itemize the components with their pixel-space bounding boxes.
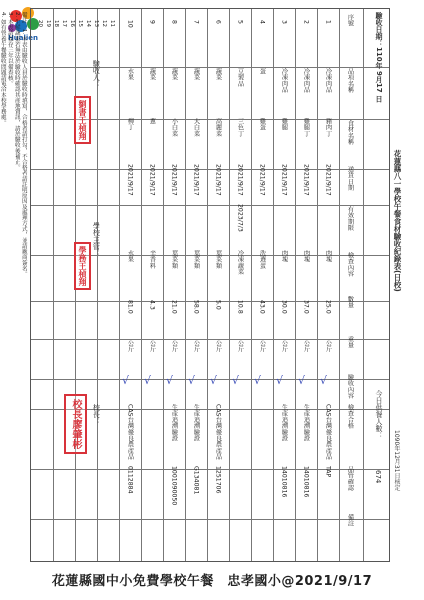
row-5-check-mark: √ xyxy=(232,374,240,387)
row-7-content: 葉菜類 xyxy=(192,250,200,269)
col-header-qc: 品管確認 xyxy=(346,466,354,491)
row-7-no: 7 xyxy=(192,20,200,24)
row-8-qty: 21.0 xyxy=(170,300,178,314)
col-header-check: 驗收內容 xyxy=(346,374,354,399)
photo-caption: 花蓮縣國中小免費學校午餐 忠孝國小@2021/9/17 xyxy=(51,574,373,589)
row-4-date: 2021/9/17 xyxy=(258,164,266,196)
row-8-no: 8 xyxy=(170,20,178,24)
row-2-content: 肉塊 xyxy=(302,250,310,263)
row-1-qty: 25.0 xyxy=(324,300,332,314)
row-8-cert: 生產追溯驗證 xyxy=(170,404,178,442)
row-6-check-mark: √ xyxy=(210,374,218,387)
row-10-cert: CAS台灣優良農產品 xyxy=(126,404,134,460)
row-2-date: 2021/9/17 xyxy=(302,164,310,196)
row-1-unit: 公斤 xyxy=(324,340,332,353)
supervisor-stamp: 學務王楨翔 xyxy=(74,242,91,290)
row-3-cert: 生產追溯驗證 xyxy=(280,404,288,442)
row-10-qty: 81.0 xyxy=(126,300,134,314)
row-1-code: TAP xyxy=(324,466,332,478)
supervisor-label: 學校主管： xyxy=(92,222,101,257)
row-1-content: 肉塊 xyxy=(324,250,332,263)
row-13-no: 13 xyxy=(92,20,99,27)
row-8-code: 1001090050 xyxy=(170,466,178,506)
today-count-label: 今日供餐人數： xyxy=(375,390,383,439)
row-8-content: 葉菜類 xyxy=(170,250,178,269)
row-10-no: 10 xyxy=(126,20,134,28)
row-2-unit: 公斤 xyxy=(302,340,310,353)
row-8-check-mark: √ xyxy=(166,374,174,387)
row-5-content: 冷凍蔬菜 xyxy=(236,250,244,275)
row-8-date: 2021/9/17 xyxy=(170,164,178,196)
row-6-no: 6 xyxy=(214,20,222,24)
row-2-code: 14010816 xyxy=(302,466,310,498)
col-header-qty: 數量 xyxy=(346,296,354,309)
row-9-content: 辛香料 xyxy=(148,250,156,269)
col-header-expire: 有效期限 xyxy=(346,206,354,231)
today-count: 674 xyxy=(374,470,382,484)
row-1-no: 1 xyxy=(324,20,332,24)
row-6-cert: CAS台灣優良農產品 xyxy=(214,404,222,460)
row-4-check-mark: √ xyxy=(254,374,262,387)
row-10-code: 0112884 xyxy=(126,466,134,494)
row-1-check-mark: √ xyxy=(320,374,328,387)
row-16-no: 16 xyxy=(68,20,75,27)
row-6-content: 葉菜類 xyxy=(214,250,222,269)
row-18-no: 18 xyxy=(52,20,59,27)
principal-stamp: 校長廖肇彬 xyxy=(64,394,87,454)
row-9-check-mark: √ xyxy=(144,374,152,387)
row-1-item: 冷凍肉品 xyxy=(324,68,332,93)
col-header-pass: 檢查合格 xyxy=(346,404,354,429)
row-4-item: 蛋 xyxy=(258,68,266,75)
row-4-name: 雞蛋 xyxy=(258,118,266,131)
row-5-name: 三色丁 xyxy=(236,118,244,137)
row-10-name: 柳丁 xyxy=(126,118,134,131)
row-7-code: G134081 xyxy=(192,466,200,495)
logo-text: Hualien xyxy=(7,34,39,42)
row-4-qty: 43.0 xyxy=(258,300,266,314)
row-3-qty: 30.0 xyxy=(280,300,288,314)
note-2: 2. 生鮮蔬果若無法於驗收時確認其產地資訊，請於驗收後補正。 xyxy=(13,12,20,171)
row-8-name: 小白菜 xyxy=(170,118,178,137)
row-10-content: 水果 xyxy=(126,250,134,263)
row-9-qty: 4.3 xyxy=(148,300,156,310)
row-5-unit: 公斤 xyxy=(236,340,244,353)
row-6-unit: 公斤 xyxy=(214,340,222,353)
row-3-date: 2021/9/17 xyxy=(280,164,288,196)
col-header-item: 品項名稱 xyxy=(346,68,354,93)
row-9-item: 蔬菜 xyxy=(148,68,156,81)
receive-date: 驗收日期：110年 9月17 日 xyxy=(375,12,383,103)
row-3-no: 3 xyxy=(280,20,288,24)
row-6-qty: 5.0 xyxy=(214,300,222,310)
row-7-item: 蔬菜 xyxy=(192,68,200,81)
col-header-content: 檢查內容 xyxy=(346,252,354,277)
note-1: 備註：1. 本表由驗收人員於驗收時填寫，合格者請打勾，不合格者請註明原因及處理方式，並請廠商簽名。 xyxy=(20,12,27,277)
row-2-name: 雞腿丁 xyxy=(302,118,310,137)
row-3-content: 肉塊 xyxy=(280,250,288,263)
row-10-item: 水果 xyxy=(126,68,134,81)
row-3-name: 雞腿 xyxy=(280,118,288,131)
row-10-unit: 公斤 xyxy=(126,340,134,353)
row-7-date: 2021/9/17 xyxy=(192,164,200,196)
row-15-no: 15 xyxy=(76,20,83,27)
row-1-cert: CAS台灣優良農產品 xyxy=(324,404,332,460)
row-5-date: 2021/9/17 xyxy=(236,164,244,196)
receiver-label: 驗收人： xyxy=(92,60,101,88)
row-20-no: 20 xyxy=(36,20,43,27)
note-4: 4. 如有營養午餐驗收問題請電洽本校學務處。 xyxy=(0,12,6,126)
receiver-stamp: 劉書王楨翔 xyxy=(74,96,91,144)
row-2-cert: 生產追溯驗證 xyxy=(302,404,310,442)
row-4-no: 4 xyxy=(258,20,266,24)
row-2-no: 2 xyxy=(302,20,310,24)
row-4-content: 洗選蛋 xyxy=(258,250,266,269)
row-1-date: 2021/9/17 xyxy=(324,164,332,196)
row-12-no: 12 xyxy=(100,20,107,27)
row-5-no: 5 xyxy=(236,20,244,24)
row-3-code: 14010816 xyxy=(280,466,288,498)
row-7-cert: 生產追溯驗證 xyxy=(192,404,200,442)
row-2-item: 冷凍肉品 xyxy=(302,68,310,93)
row-7-check-mark: √ xyxy=(188,374,196,387)
col-header-weight: 重量 xyxy=(346,336,354,349)
form-title: 花蓮縣八一學校午餐食材驗收紀錄表(日校) xyxy=(393,150,402,292)
row-11-no: 11 xyxy=(108,20,115,27)
row-9-date: 2021/9/17 xyxy=(148,164,156,196)
row-10-date: 2021/9/17 xyxy=(126,164,134,196)
row-8-unit: 公斤 xyxy=(170,340,178,353)
row-7-qty: 58.0 xyxy=(192,300,200,314)
col-header-date: 送貨日期 xyxy=(346,166,354,191)
row-8-item: 蔬菜 xyxy=(170,68,178,81)
row-5-item: 豆製品 xyxy=(236,68,244,87)
row-7-unit: 公斤 xyxy=(192,340,200,353)
row-14-no: 14 xyxy=(84,20,91,27)
row-3-check-mark: √ xyxy=(276,374,284,387)
row-6-name: 高麗菜 xyxy=(214,118,222,137)
row-5-expire: 2023/7/3 xyxy=(236,204,244,232)
row-10-check-mark: √ xyxy=(122,374,130,387)
row-6-item: 蔬菜 xyxy=(214,68,222,81)
principal-label: 校長： xyxy=(92,404,101,425)
row-19-no: 19 xyxy=(44,20,51,27)
row-3-unit: 公斤 xyxy=(280,340,288,353)
row-3-item: 冷凍肉品 xyxy=(280,68,288,93)
row-2-qty: 37.0 xyxy=(302,300,310,314)
row-7-name: 大白菜 xyxy=(192,118,200,137)
row-9-name: 蔥 xyxy=(148,118,156,125)
row-2-check-mark: √ xyxy=(298,374,306,387)
row-17-no: 17 xyxy=(60,20,67,27)
col-header-no: 序號 xyxy=(346,14,354,27)
col-header-remark: 備註 xyxy=(346,514,354,527)
row-9-no: 9 xyxy=(148,20,156,24)
row-6-date: 2021/9/17 xyxy=(214,164,222,196)
row-4-unit: 公斤 xyxy=(258,340,266,353)
row-9-unit: 公斤 xyxy=(148,340,156,353)
record-number: 1090年12月31日核定 xyxy=(393,430,400,491)
note-3: 3. 本表請保存三年以備查核。 xyxy=(6,12,13,87)
row-5-qty: 10.8 xyxy=(236,300,244,314)
row-6-code: 1251706 xyxy=(214,466,222,494)
row-1-name: 豬肉丁 xyxy=(324,118,332,137)
col-header-name: 食材名稱 xyxy=(346,120,354,145)
